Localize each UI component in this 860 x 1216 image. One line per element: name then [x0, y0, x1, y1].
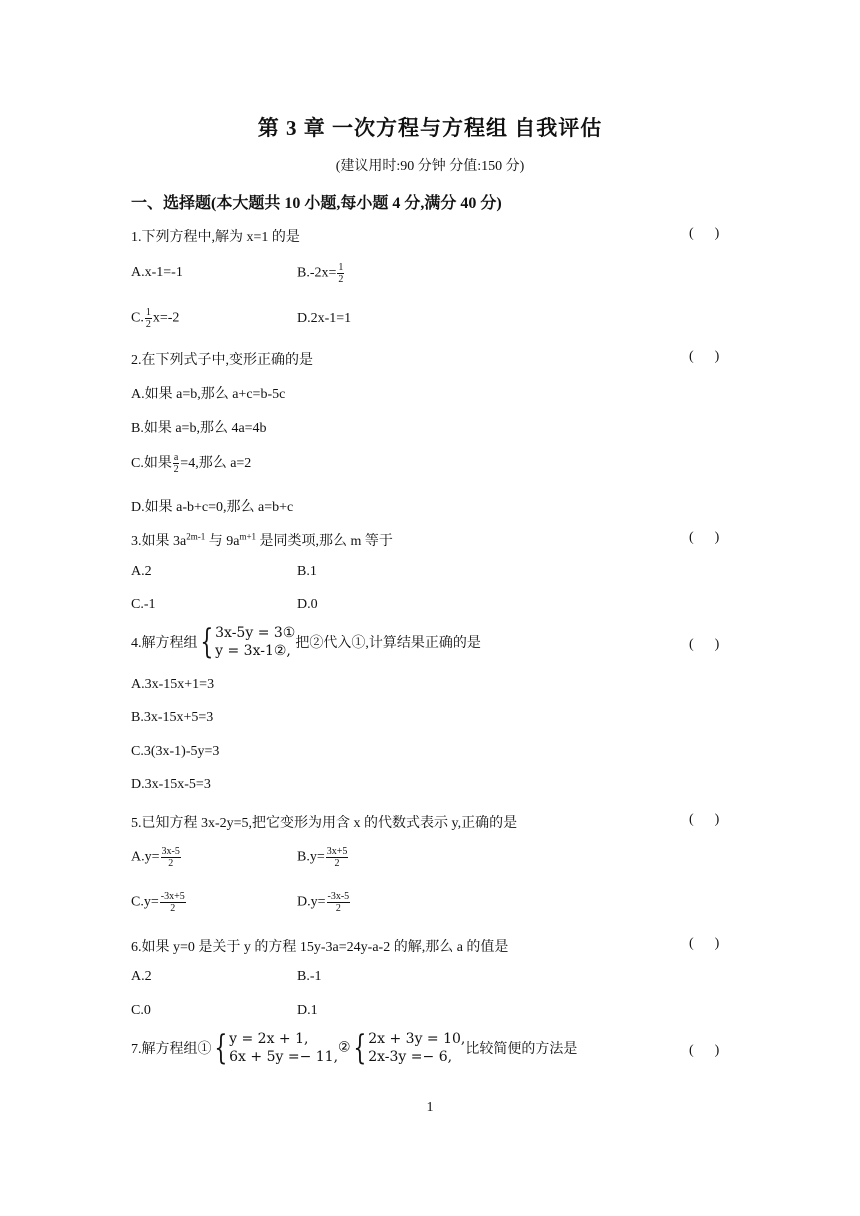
answer-paren-3: ( ): [689, 530, 720, 545]
section-heading: 一、选择题(本大题共 10 小题,每小题 4 分,满分 40 分): [131, 195, 502, 212]
fraction: $\frac{3x+5}{2}$: [326, 846, 348, 869]
answer-paren-6: ( ): [689, 936, 720, 951]
q5-option-c: C.y= $\frac{-3x+5}{2}$: [131, 891, 185, 914]
answer-paren-1: ( ): [689, 226, 720, 241]
q3-option-a: A.2: [131, 564, 152, 579]
question-5-stem: 5.已知方程 3x-2y=5,把它变形为用含 x 的代数式表示 y,正确的是: [131, 816, 518, 831]
answer-paren-4: ( ): [689, 637, 720, 652]
fraction: $\frac{-3x-5}{2}$: [327, 891, 350, 914]
q5-option-b: B.y= $\frac{3x+5}{2}$: [297, 846, 348, 869]
answer-paren-5: ( ): [689, 812, 720, 827]
q4-option-b: B.3x-15x+5=3: [131, 710, 214, 725]
brace-icon: {: [199, 622, 213, 662]
q3-option-c: C.-1: [131, 597, 156, 612]
fraction: $\frac{-3x+5}{2}$: [160, 891, 185, 914]
question-7-stem: 7.解方程组①{ y = 2x + 1, 6x + 5y =− 11, ②{ 2x + 3y = 10, 2x-3y =− 6, 比较简便的方法是: [131, 1028, 578, 1068]
q1-option-a: A.x-1=-1: [131, 265, 183, 280]
q3-option-b: B.1: [297, 564, 317, 579]
q4-option-a: A.3x-15x+1=3: [131, 677, 215, 692]
q6-option-b: B.-1: [297, 969, 322, 984]
q6-option-a: A.2: [131, 969, 152, 984]
answer-paren-2: ( ): [689, 349, 720, 364]
equation-system-2: 2x + 3y = 10, 2x-3y =− 6,: [368, 1031, 466, 1065]
fraction: $\frac{3x-5}{2}$: [161, 846, 180, 869]
brace-icon: {: [352, 1028, 366, 1068]
brace-icon: {: [213, 1028, 227, 1068]
fraction: $\frac{1}{2}$: [145, 307, 151, 330]
equation-system-1: y = 2x + 1, 6x + 5y =− 11,: [229, 1031, 339, 1065]
question-6-stem: 6.如果 y=0 是关于 y 的方程 15y-3a=24y-a-2 的解,那么 a 的值是: [131, 940, 509, 955]
q2-option-a: A.如果 a=b,那么 a+c=b-5c: [131, 387, 286, 402]
q3-option-d: D.0: [297, 597, 318, 612]
q2-option-b: B.如果 a=b,那么 4a=4b: [131, 421, 267, 436]
equation-system: 3x-5y = 3① y = 3x-1②,: [215, 625, 296, 659]
q4-option-c: C.3(3x-1)-5y=3: [131, 744, 220, 759]
question-4-stem: 4.解方程组{ 3x-5y = 3① y = 3x-1②, 把②代入①,计算结果正确的是: [131, 622, 481, 662]
question-2-stem: 2.在下列式子中,变形正确的是: [131, 353, 313, 368]
question-3-stem: 3.如果 $3a^{2m-1}$ 与 $9a^{m+1}$ 是同类项,那么 m 等于: [131, 531, 393, 549]
q1-option-d: D.2x-1=1: [297, 311, 352, 326]
q1-option-c: C. $\frac{1}{2}$ x=-2: [131, 307, 180, 330]
answer-paren-7: ( ): [689, 1043, 720, 1058]
q5-option-d: D.y= $\frac{-3x-5}{2}$: [297, 891, 350, 914]
page-title: 第 3 章 一次方程与方程组 自我评估: [257, 116, 603, 140]
q6-option-d: D.1: [297, 1003, 318, 1018]
page-subtitle: (建议用时:90 分钟 分值:150 分): [335, 159, 525, 174]
q5-option-a: A.y= $\frac{3x-5}{2}$: [131, 846, 180, 869]
q2-option-d: D.如果 a-b+c=0,那么 a=b+c: [131, 500, 294, 515]
q4-option-d: D.3x-15x-5=3: [131, 777, 211, 792]
fraction: $\frac{a}{2}$: [173, 452, 179, 476]
q6-option-c: C.0: [131, 1003, 151, 1018]
question-1-stem: 1.下列方程中,解为 x=1 的是: [131, 230, 300, 245]
q2-option-c: C.如果 $\frac{a}{2}$ =4,那么 a=2: [131, 452, 252, 476]
page-number: 1: [426, 1100, 434, 1115]
fraction: $\frac{1}{2}$: [338, 262, 344, 285]
q1-option-b: B.-2x= $\frac{1}{2}$: [297, 262, 344, 285]
